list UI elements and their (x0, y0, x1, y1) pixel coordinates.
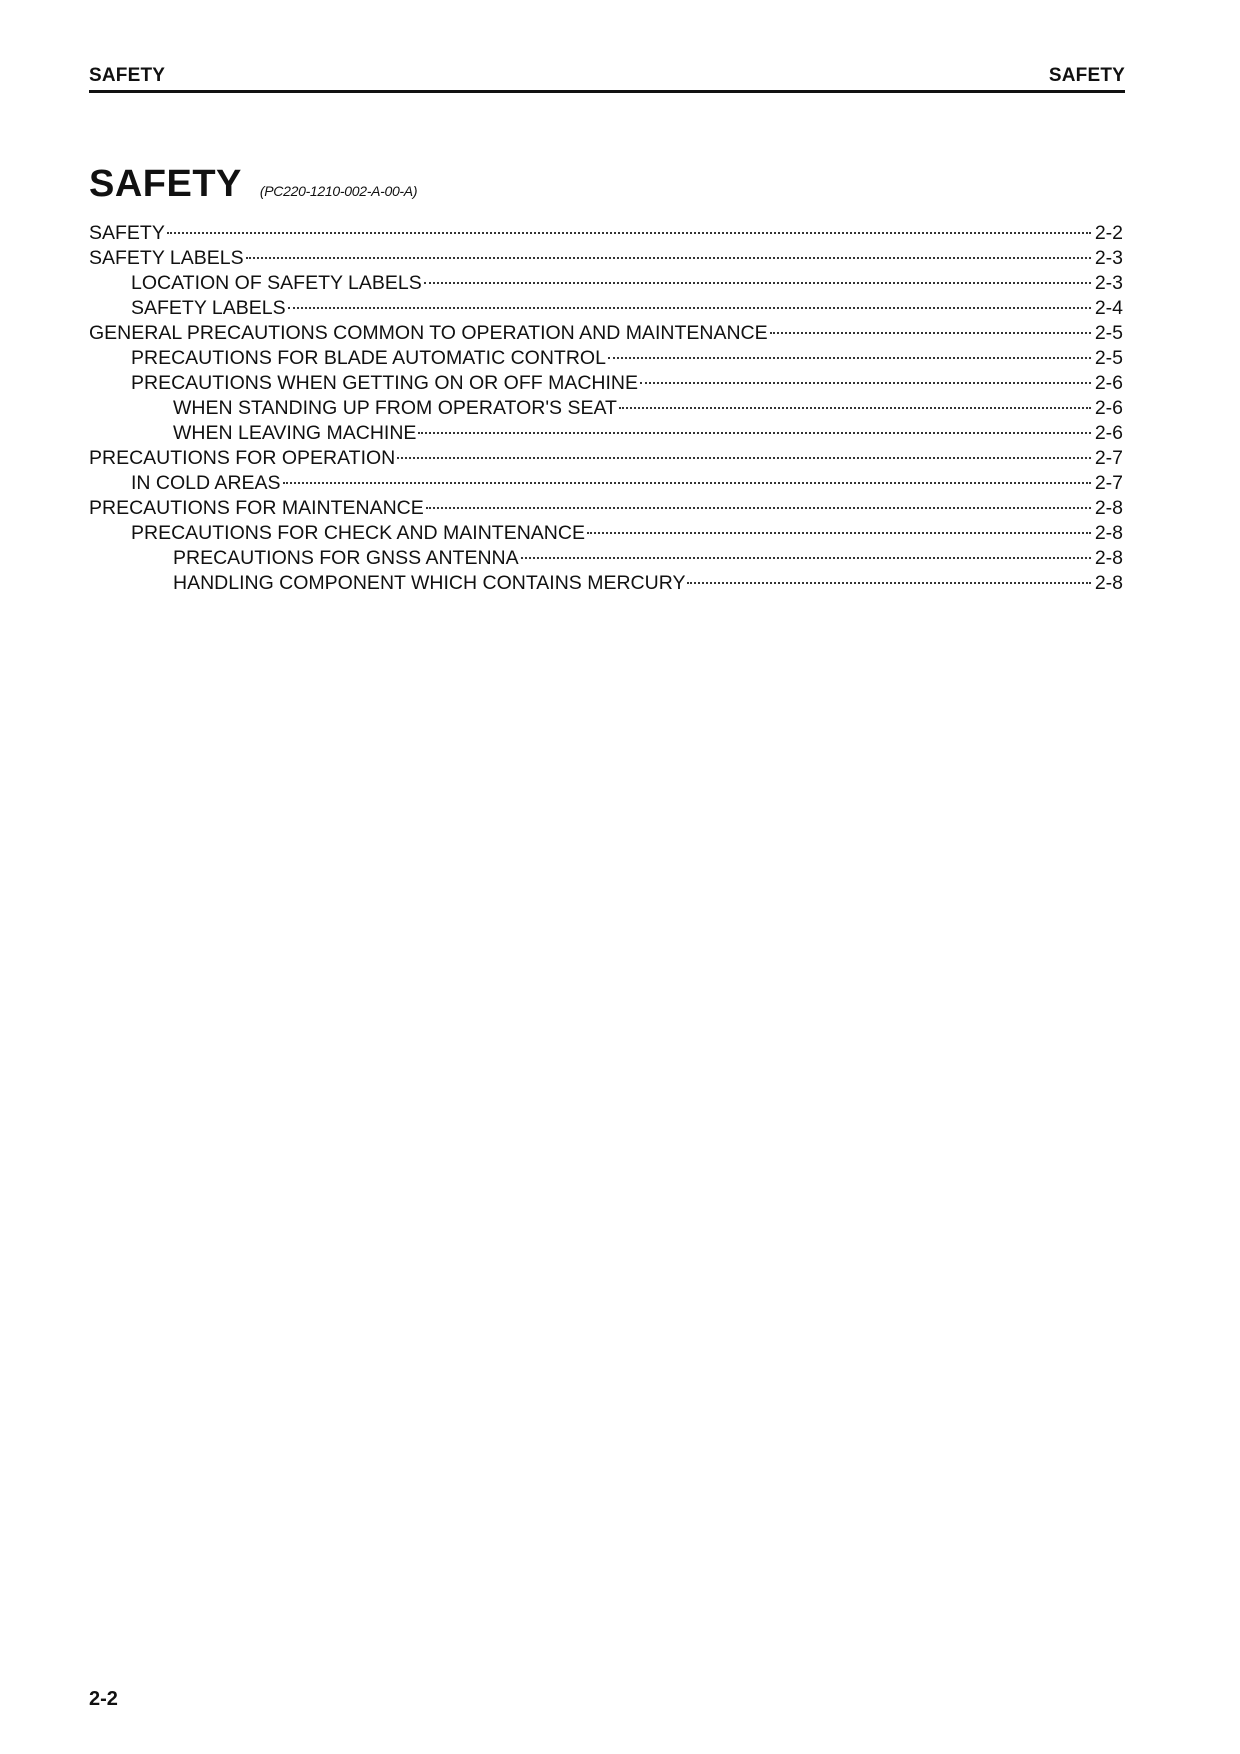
toc-dot-leader (687, 564, 1091, 589)
toc-entry-page: 2-2 (1094, 222, 1123, 244)
toc-entry-label: SAFETY LABELS (89, 247, 244, 269)
toc-entry-label: WHEN STANDING UP FROM OPERATOR'S SEAT (173, 397, 617, 419)
toc-entry-page: 2-6 (1094, 372, 1123, 394)
toc-entry-page: 2-7 (1094, 472, 1123, 494)
toc-entry-page: 2-8 (1094, 497, 1123, 519)
toc-entry-label: IN COLD AREAS (131, 472, 281, 494)
toc-dot-leader (246, 239, 1091, 264)
toc-dot-leader (640, 364, 1091, 389)
toc-entry-label: PRECAUTIONS FOR MAINTENANCE (89, 497, 424, 519)
toc-entry-label: GENERAL PRECAUTIONS COMMON TO OPERATION AND MAINTENANCE (89, 322, 768, 344)
section-heading (89, 162, 417, 206)
toc-entry-page: 2-8 (1094, 522, 1123, 544)
toc-entry-label: WHEN LEAVING MACHINE (173, 422, 417, 444)
toc-dot-leader (424, 264, 1091, 289)
toc-entry-page: 2-6 (1094, 422, 1123, 444)
toc-dot-leader (426, 489, 1091, 514)
toc-entry-label: SAFETY (89, 222, 165, 244)
toc-entry[interactable] (89, 264, 1123, 294)
toc-entry-label: PRECAUTIONS FOR CHECK AND MAINTENANCE (131, 522, 585, 544)
toc-dot-leader (521, 539, 1091, 564)
section-title: SAFETY (89, 163, 242, 205)
toc-entry[interactable] (89, 239, 1123, 269)
toc-entry-page: 2-7 (1094, 447, 1123, 469)
toc-entry-page: 2-5 (1094, 347, 1123, 369)
toc-dot-leader (608, 339, 1091, 364)
toc-entry-page: 2-3 (1094, 272, 1123, 294)
toc-entry[interactable] (89, 214, 1123, 244)
toc-entry-label: SAFETY LABELS (131, 297, 286, 319)
toc-entry-label: PRECAUTIONS FOR BLADE AUTOMATIC CONTROL (131, 347, 606, 369)
toc-dot-leader (283, 464, 1091, 489)
toc-entry-label: HANDLING COMPONENT WHICH CONTAINS MERCURY (173, 572, 686, 594)
toc-dot-leader (418, 414, 1091, 439)
toc-dot-leader (288, 289, 1091, 314)
header-right-title: SAFETY (1048, 65, 1125, 86)
toc-entry-page: 2-4 (1094, 297, 1123, 319)
toc-entry-page: 2-8 (1094, 547, 1123, 569)
toc-entry-page: 2-8 (1094, 572, 1123, 594)
toc-dot-leader (587, 514, 1091, 539)
header-left-title: SAFETY (89, 65, 166, 86)
toc-entry-page: 2-6 (1094, 397, 1123, 419)
toc-entry-label: PRECAUTIONS FOR OPERATION (89, 447, 396, 469)
toc-entry-page: 2-5 (1094, 322, 1123, 344)
toc-dot-leader (619, 389, 1091, 414)
toc-entry-label: LOCATION OF SAFETY LABELS (131, 272, 422, 294)
page-number: 2-2 (89, 1688, 118, 1710)
toc-dot-leader (770, 314, 1091, 339)
table-of-contents (89, 214, 1123, 594)
toc-entry-page: 2-3 (1094, 247, 1123, 269)
running-header (89, 66, 1125, 93)
section-code: (PC220-1210-002-A-00-A) (259, 183, 418, 199)
toc-dot-leader (167, 214, 1091, 239)
toc-entry-label: PRECAUTIONS WHEN GETTING ON OR OFF MACHINE (131, 372, 639, 394)
toc-dot-leader (397, 439, 1091, 464)
toc-entry-label: PRECAUTIONS FOR GNSS ANTENNA (173, 547, 519, 569)
